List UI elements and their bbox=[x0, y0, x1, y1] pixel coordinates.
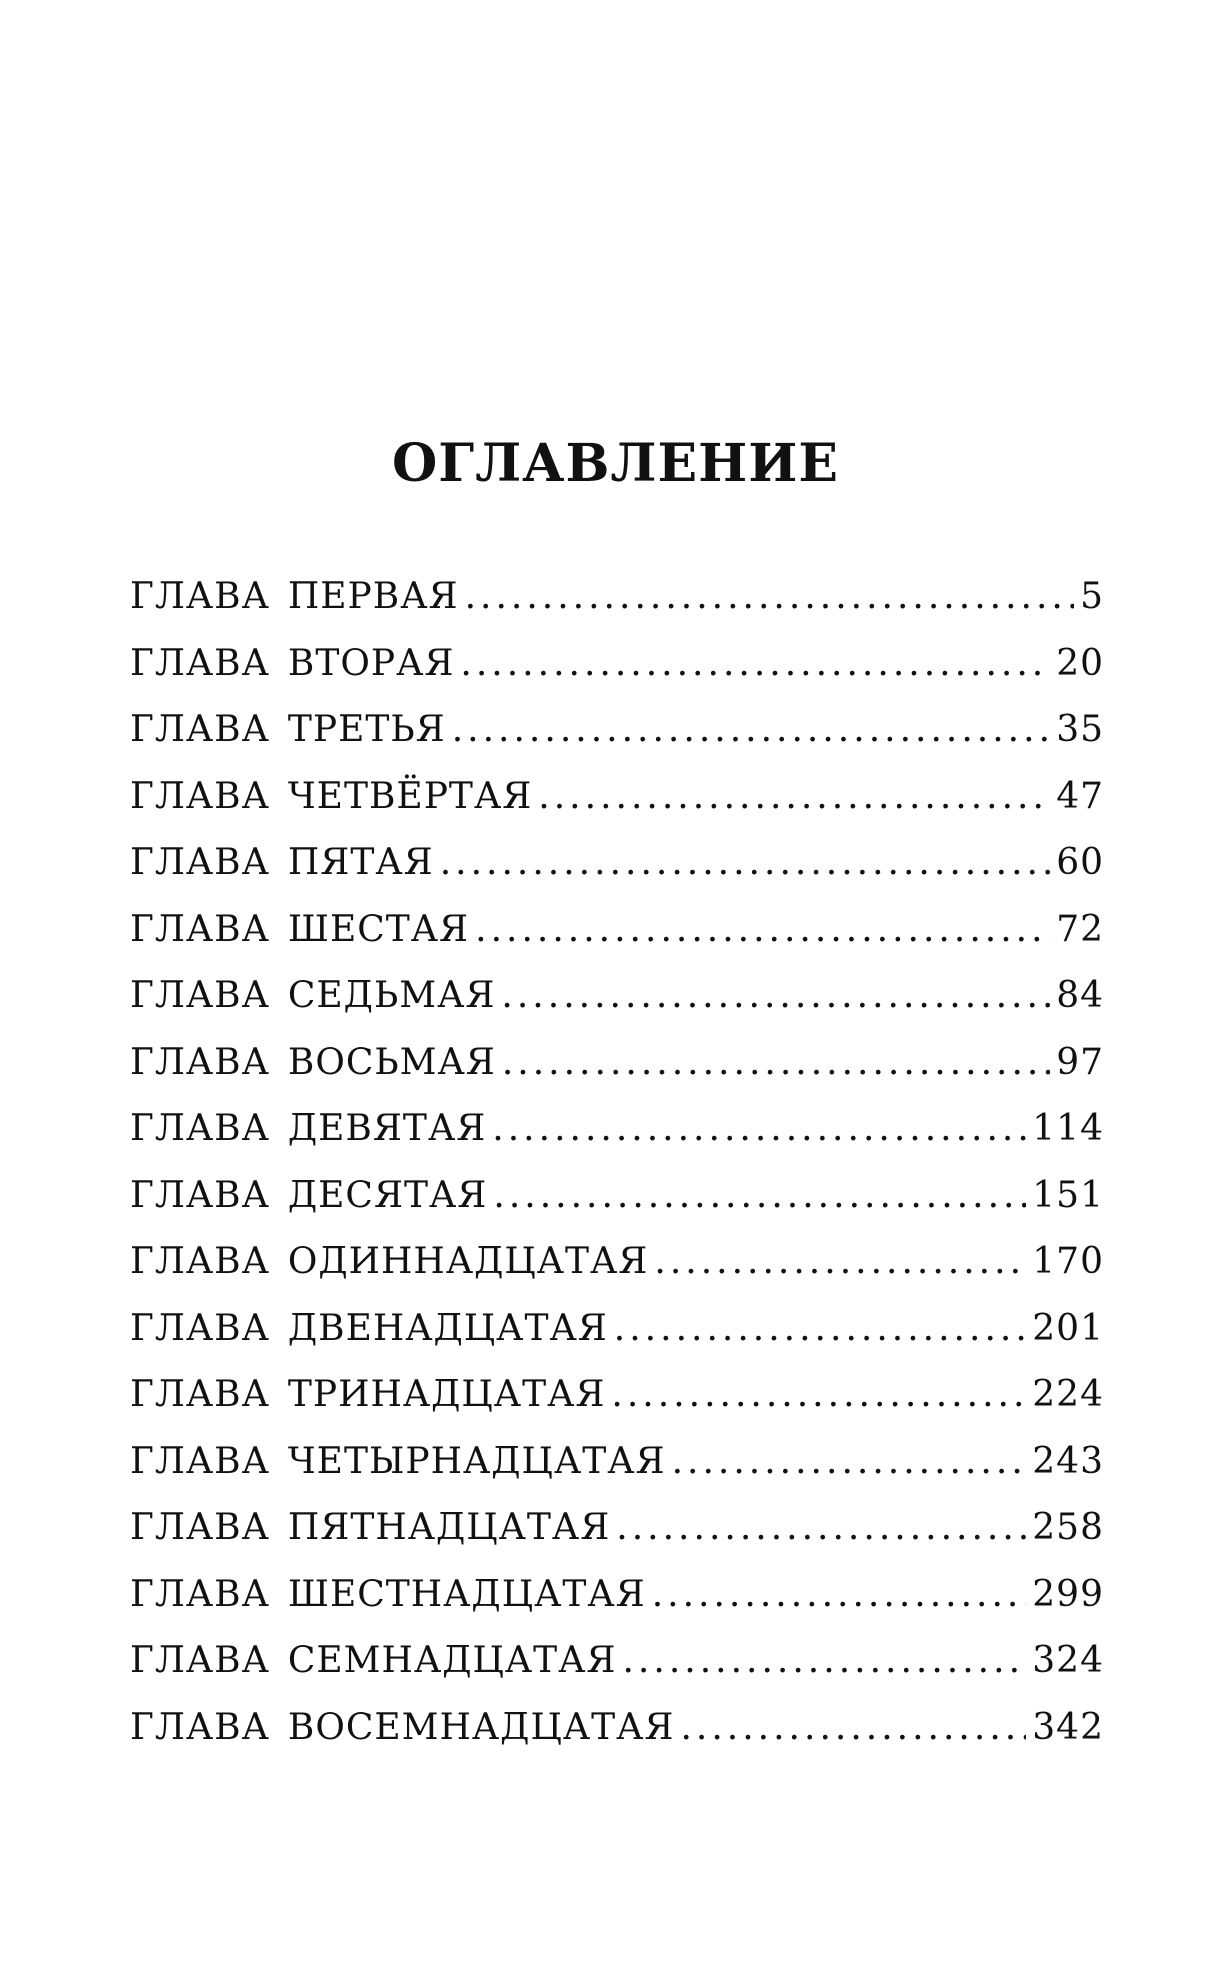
chapter-name: СЕДЬМАЯ bbox=[287, 975, 496, 1016]
page-number: 324 bbox=[1032, 1640, 1104, 1681]
toc-entry[interactable] bbox=[130, 1429, 1104, 1496]
dot-leader bbox=[614, 1296, 1026, 1363]
chapter-label bbox=[130, 1163, 487, 1230]
chapter-name: ПЯТНАДЦАТАЯ bbox=[287, 1507, 611, 1548]
dot-leader bbox=[680, 1695, 1026, 1762]
page-number: 170 bbox=[1032, 1241, 1104, 1282]
dot-leader bbox=[672, 1429, 1027, 1496]
chapter-label bbox=[130, 1429, 666, 1496]
toc-entry[interactable] bbox=[130, 963, 1104, 1030]
chapter-prefix: ГЛАВА bbox=[130, 1640, 270, 1681]
toc-entry[interactable] bbox=[130, 1562, 1104, 1629]
toc-entry[interactable] bbox=[130, 1362, 1104, 1429]
toc-entry[interactable] bbox=[130, 897, 1104, 964]
page-number: 258 bbox=[1032, 1507, 1104, 1548]
page-number: 224 bbox=[1032, 1374, 1104, 1415]
chapter-name: ВТОРАЯ bbox=[287, 642, 455, 684]
chapter-prefix: ГЛАВА bbox=[130, 1374, 270, 1415]
chapter-prefix: ГЛАВА bbox=[130, 576, 270, 617]
chapter-label bbox=[130, 830, 434, 897]
chapter-label bbox=[130, 564, 459, 631]
page-number: 201 bbox=[1032, 1307, 1104, 1349]
toc-entry[interactable] bbox=[130, 1296, 1104, 1363]
toc-entry[interactable] bbox=[130, 1495, 1104, 1562]
table-of-contents bbox=[130, 564, 1104, 1761]
dot-leader bbox=[538, 764, 1050, 831]
chapter-name: ОДИННАДЦАТАЯ bbox=[287, 1241, 649, 1282]
page-number: 243 bbox=[1032, 1440, 1104, 1482]
chapter-label bbox=[130, 963, 495, 1030]
chapter-label bbox=[130, 1695, 674, 1762]
page-number: 151 bbox=[1032, 1174, 1104, 1216]
chapter-name: ШЕСТНАДЦАТАЯ bbox=[287, 1573, 646, 1615]
chapter-name: ПЯТАЯ bbox=[287, 842, 434, 883]
toc-entry[interactable] bbox=[130, 697, 1104, 764]
page-number: 60 bbox=[1056, 842, 1104, 883]
chapter-label bbox=[130, 1495, 610, 1562]
page-title: ОГЛАВЛЕНИЕ bbox=[392, 433, 839, 494]
dot-leader bbox=[440, 830, 1051, 897]
chapter-prefix: ГЛАВА bbox=[130, 1307, 270, 1349]
chapter-prefix: ГЛАВА bbox=[130, 1041, 270, 1083]
toc-entry[interactable] bbox=[130, 830, 1104, 897]
chapter-label bbox=[130, 1030, 496, 1097]
chapter-prefix: ГЛАВА bbox=[130, 975, 270, 1016]
page-number: 84 bbox=[1056, 975, 1104, 1016]
chapter-label bbox=[130, 1096, 486, 1163]
chapter-prefix: ГЛАВА bbox=[130, 1573, 270, 1615]
page-number: 114 bbox=[1032, 1108, 1104, 1149]
chapter-name: ЧЕТВЁРТАЯ bbox=[287, 775, 533, 817]
dot-leader bbox=[652, 1562, 1027, 1629]
dot-leader bbox=[622, 1628, 1026, 1695]
chapter-label bbox=[130, 1628, 616, 1695]
chapter-prefix: ГЛАВА bbox=[130, 709, 270, 750]
toc-entry[interactable] bbox=[130, 1096, 1104, 1163]
chapter-label bbox=[130, 1229, 648, 1296]
chapter-label bbox=[130, 764, 532, 831]
page-number: 5 bbox=[1080, 576, 1104, 617]
chapter-name: ТРЕТЬЯ bbox=[287, 709, 446, 750]
dot-leader bbox=[452, 697, 1050, 764]
chapter-prefix: ГЛАВА bbox=[130, 1507, 270, 1548]
chapter-prefix: ГЛАВА bbox=[130, 1241, 270, 1282]
chapter-label bbox=[130, 1296, 608, 1363]
chapter-name: ТРИНАДЦАТАЯ bbox=[287, 1374, 606, 1415]
chapter-prefix: ГЛАВА bbox=[130, 1440, 270, 1482]
chapter-name: СЕМНАДЦАТАЯ bbox=[287, 1640, 617, 1681]
chapter-name: ДВЕНАДЦАТАЯ bbox=[287, 1307, 608, 1349]
page-number: 299 bbox=[1032, 1573, 1104, 1615]
toc-entry[interactable] bbox=[130, 1628, 1104, 1695]
chapter-name: ВОСЕМНАДЦАТАЯ bbox=[287, 1706, 675, 1748]
page-number: 20 bbox=[1056, 642, 1104, 684]
dot-leader bbox=[611, 1362, 1026, 1429]
toc-entry[interactable] bbox=[130, 1030, 1104, 1097]
toc-entry[interactable] bbox=[130, 564, 1104, 631]
chapter-prefix: ГЛАВА bbox=[130, 1706, 270, 1748]
page-number: 72 bbox=[1056, 908, 1104, 950]
chapter-label bbox=[130, 631, 454, 698]
page-number: 342 bbox=[1032, 1706, 1104, 1748]
dot-leader bbox=[460, 631, 1050, 698]
chapter-name: ПЕРВАЯ bbox=[287, 576, 459, 617]
page-number: 47 bbox=[1056, 775, 1104, 817]
toc-entry[interactable] bbox=[130, 1695, 1104, 1762]
dot-leader bbox=[493, 1163, 1026, 1230]
chapter-name: ВОСЬМАЯ bbox=[287, 1041, 496, 1083]
chapter-prefix: ГЛАВА bbox=[130, 1174, 270, 1216]
toc-entry[interactable] bbox=[130, 764, 1104, 831]
dot-leader bbox=[616, 1495, 1026, 1562]
chapter-label bbox=[130, 897, 469, 964]
chapter-name: ШЕСТАЯ bbox=[287, 908, 470, 950]
chapter-prefix: ГЛАВА bbox=[130, 775, 270, 817]
page-number: 35 bbox=[1056, 709, 1104, 750]
toc-entry[interactable] bbox=[130, 1163, 1104, 1230]
dot-leader bbox=[502, 1030, 1050, 1097]
chapter-prefix: ГЛАВА bbox=[130, 842, 270, 883]
chapter-prefix: ГЛАВА bbox=[130, 642, 270, 684]
dot-leader bbox=[492, 1096, 1026, 1163]
chapter-name: ЧЕТЫРНАДЦАТАЯ bbox=[287, 1440, 666, 1482]
chapter-prefix: ГЛАВА bbox=[130, 1108, 270, 1149]
dot-leader bbox=[501, 963, 1050, 1030]
chapter-label bbox=[130, 1362, 605, 1429]
chapter-prefix: ГЛАВА bbox=[130, 908, 270, 950]
chapter-name: ДЕСЯТАЯ bbox=[287, 1174, 488, 1216]
dot-leader bbox=[475, 897, 1050, 964]
chapter-name: ДЕВЯТАЯ bbox=[287, 1108, 487, 1149]
dot-leader bbox=[654, 1229, 1026, 1296]
chapter-label bbox=[130, 697, 446, 764]
chapter-label bbox=[130, 1562, 646, 1629]
toc-entry[interactable] bbox=[130, 1229, 1104, 1296]
dot-leader bbox=[465, 564, 1075, 631]
toc-entry[interactable] bbox=[130, 631, 1104, 698]
page-number: 97 bbox=[1056, 1041, 1104, 1083]
